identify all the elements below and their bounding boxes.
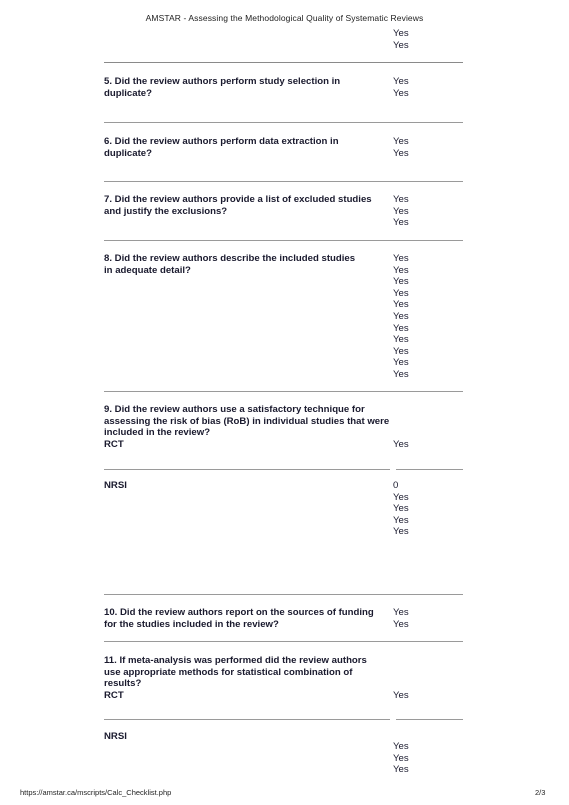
section-divider — [104, 181, 463, 182]
question-10-answers — [393, 607, 409, 630]
question-5-text: 5. Did the review authors perform study selection in duplicate? — [104, 76, 341, 99]
answer: Yes — [393, 514, 409, 526]
question-7-text: 7. Did the review authors provide a list of excluded studies and justify the exclusions? — [104, 194, 372, 217]
question-9-rct-answers — [393, 439, 409, 451]
section-divider — [104, 391, 463, 392]
question-11-text: 11. If meta-analysis was performed did the review authors use appropriate methods for statistical combination of results? — [104, 655, 367, 690]
answer: Yes — [393, 299, 409, 311]
question-6-text: 6. Did the review authors perform data extraction in duplicate? — [104, 136, 339, 159]
question-9-text: 9. Did the review authors use a satisfactory technique for assessing the risk of bias (RoB) in individual studies that were included in the review? — [104, 404, 390, 439]
answer: Yes — [393, 690, 409, 701]
section-divider — [104, 62, 463, 63]
sub-divider — [396, 719, 463, 720]
answer: Yes — [393, 491, 409, 503]
answer: Yes — [393, 334, 409, 346]
rct-label: RCT — [104, 439, 124, 450]
answer: Yes — [393, 752, 409, 764]
answer: Yes — [393, 503, 409, 515]
answer-list-top — [393, 28, 409, 51]
answer: Yes — [393, 357, 409, 369]
answer: Yes — [393, 264, 409, 276]
page-header-title: AMSTAR - Assessing the Methodological Quality of Systematic Reviews — [145, 13, 424, 23]
sub-divider — [104, 469, 390, 470]
section-divider — [104, 594, 463, 595]
question-8-text: 8. Did the review authors describe the included studies in adequate detail? — [104, 253, 356, 276]
question-7-answers — [393, 194, 409, 229]
answer: Yes — [393, 39, 409, 51]
answer: Yes — [393, 76, 409, 87]
answer: Yes — [393, 136, 409, 147]
nrsi-label: NRSI — [104, 480, 127, 491]
answer: Yes — [393, 439, 409, 450]
answer: Yes — [393, 205, 409, 217]
answer: 0 — [393, 480, 399, 491]
answer: Yes — [393, 526, 409, 538]
answer: Yes — [393, 217, 409, 229]
answer: Yes — [393, 87, 409, 99]
question-8-answers — [393, 253, 409, 381]
answer: Yes — [393, 368, 409, 380]
question-9-nrsi-answers — [393, 480, 409, 538]
nrsi-label: NRSI — [104, 731, 127, 742]
answer: Yes — [393, 28, 409, 39]
answer: Yes — [393, 764, 409, 776]
answer: Yes — [393, 276, 409, 288]
answer: Yes — [393, 322, 409, 334]
sub-divider — [396, 469, 463, 470]
answer: Yes — [393, 194, 409, 205]
question-11-rct-answers — [393, 690, 409, 702]
footer-url[interactable]: https://amstar.ca/mscripts/Calc_Checklist.php — [20, 788, 172, 797]
answer: Yes — [393, 287, 409, 299]
answer: Yes — [393, 147, 409, 159]
question-5-answers — [393, 76, 409, 99]
answer: Yes — [393, 345, 409, 357]
answer: Yes — [393, 741, 409, 752]
answer: Yes — [393, 253, 409, 264]
question-6-answers — [393, 136, 409, 159]
rct-label: RCT — [104, 690, 124, 701]
page-number: 2/3 — [535, 788, 546, 797]
question-11-nrsi-answers — [393, 741, 409, 776]
question-10-text: 10. Did the review authors report on the sources of funding for the studies included in the review? — [104, 607, 374, 630]
answer: Yes — [393, 607, 409, 618]
sub-divider — [104, 719, 390, 720]
answer: Yes — [393, 618, 409, 630]
answer: Yes — [393, 310, 409, 322]
section-divider — [104, 122, 463, 123]
section-divider — [104, 641, 463, 642]
section-divider — [104, 240, 463, 241]
